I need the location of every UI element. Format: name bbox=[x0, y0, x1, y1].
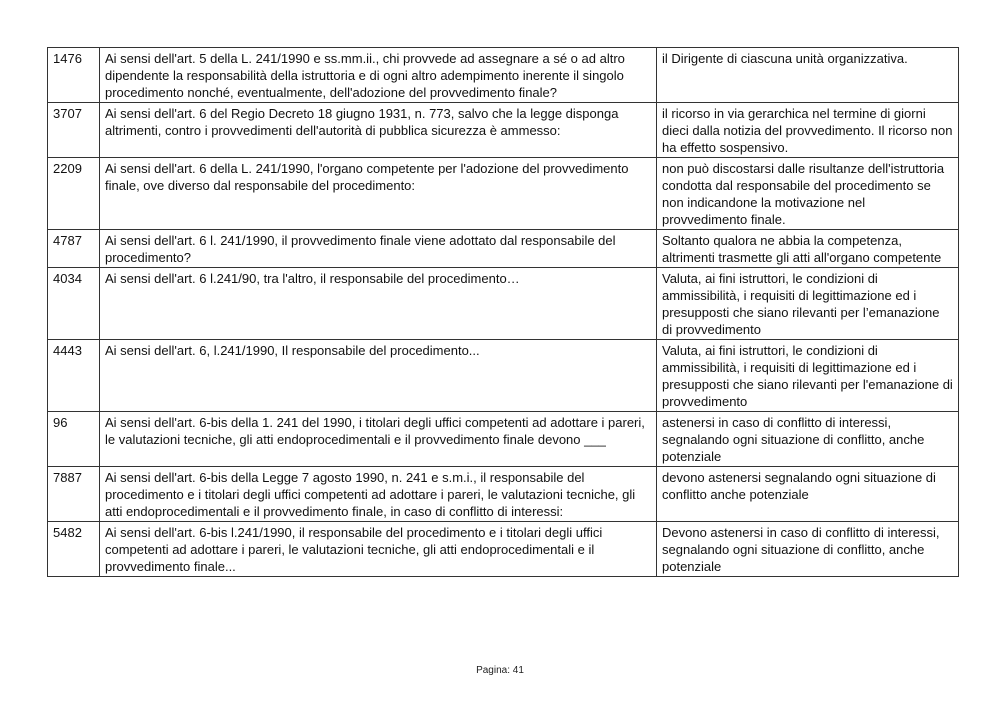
table-row bbox=[48, 230, 959, 268]
question-id: 2209 bbox=[48, 158, 100, 230]
question-text: Ai sensi dell'art. 5 della L. 241/1990 e ss.mm.ii., chi provvede ad assegnare a sé o ad altro dipendente la responsabilità della istruttoria e di ogni altro adempimento inerente il singolo procedimento nonché, eventualmente, dell'adozione del provvedimento finale? bbox=[100, 48, 657, 103]
question-id: 4787 bbox=[48, 230, 100, 268]
answer-text: devono astenersi segnalando ogni situazione di conflitto anche potenziale bbox=[657, 467, 959, 522]
table-row bbox=[48, 103, 959, 158]
question-text: Ai sensi dell'art. 6 della L. 241/1990, l'organo competente per l'adozione del provvedimento finale, ove diverso dal responsabile del procedimento: bbox=[100, 158, 657, 230]
answer-text: non può discostarsi dalle risultanze dell'istruttoria condotta dal responsabile del procedimento se non indicandone la motivazione nel provvedimento finale. bbox=[657, 158, 959, 230]
question-text: Ai sensi dell'art. 6-bis l.241/1990, il responsabile del procedimento e i titolari degli uffici competenti ad adottare i pareri, le valutazioni tecniche, gli atti endoprocedimentali e il provvedimento finale... bbox=[100, 522, 657, 577]
question-id: 3707 bbox=[48, 103, 100, 158]
table-row bbox=[48, 268, 959, 340]
question-id: 1476 bbox=[48, 48, 100, 103]
answer-text: astenersi in caso di conflitto di interessi, segnalando ogni situazione di conflitto, anche potenziale bbox=[657, 412, 959, 467]
answer-text: il ricorso in via gerarchica nel termine di giorni dieci dalla notizia del provvedimento. Il ricorso non ha effetto sospensivo. bbox=[657, 103, 959, 158]
question-text: Ai sensi dell'art. 6, l.241/1990, Il responsabile del procedimento... bbox=[100, 340, 657, 412]
document-page bbox=[47, 47, 958, 577]
page-number: Pagina: 41 bbox=[476, 665, 524, 676]
answer-text: Valuta, ai fini istruttori, le condizioni di ammissibilità, i requisiti di legittimazione ed i presupposti che siano rilevanti per l'emanazione di provvedimento bbox=[657, 340, 959, 412]
table-row bbox=[48, 340, 959, 412]
answer-text: Soltanto qualora ne abbia la competenza, altrimenti trasmette gli atti all'organo competente bbox=[657, 230, 959, 268]
question-text: Ai sensi dell'art. 6-bis della 1. 241 del 1990, i titolari degli uffici competenti ad adottare i pareri, le valutazioni tecniche, gli atti endoprocedimentali e il provvedimento finale devono ___ bbox=[100, 412, 657, 467]
table-row bbox=[48, 48, 959, 103]
question-table bbox=[47, 47, 959, 577]
question-text: Ai sensi dell'art. 6 l. 241/1990, il provvedimento finale viene adottato dal responsabile del procedimento? bbox=[100, 230, 657, 268]
question-text: Ai sensi dell'art. 6-bis della Legge 7 agosto 1990, n. 241 e s.m.i., il responsabile del procedimento e i titolari degli uffici competenti ad adottare i pareri, le valutazioni tecniche, gli atti endoprocedimentali e il provvedimento finale, in caso di conflitto di interessi: bbox=[100, 467, 657, 522]
question-id: 4443 bbox=[48, 340, 100, 412]
answer-text: Devono astenersi in caso di conflitto di interessi, segnalando ogni situazione di conflitto, anche potenziale bbox=[657, 522, 959, 577]
question-id: 7887 bbox=[48, 467, 100, 522]
table-row bbox=[48, 412, 959, 467]
question-id: 5482 bbox=[48, 522, 100, 577]
question-text: Ai sensi dell'art. 6 l.241/90, tra l'altro, il responsabile del procedimento… bbox=[100, 268, 657, 340]
question-text: Ai sensi dell'art. 6 del Regio Decreto 18 giugno 1931, n. 773, salvo che la legge disponga altrimenti, contro i provvedimenti dell'autorità di pubblica sicurezza è ammesso: bbox=[100, 103, 657, 158]
table-row bbox=[48, 467, 959, 522]
answer-text: Valuta, ai fini istruttori, le condizioni di ammissibilità, i requisiti di legittimazione ed i presupposti che siano rilevanti per l’emanazione di provvedimento bbox=[657, 268, 959, 340]
question-id: 4034 bbox=[48, 268, 100, 340]
table-row bbox=[48, 158, 959, 230]
question-id: 96 bbox=[48, 412, 100, 467]
answer-text: il Dirigente di ciascuna unità organizzativa. bbox=[657, 48, 959, 103]
table-row bbox=[48, 522, 959, 577]
